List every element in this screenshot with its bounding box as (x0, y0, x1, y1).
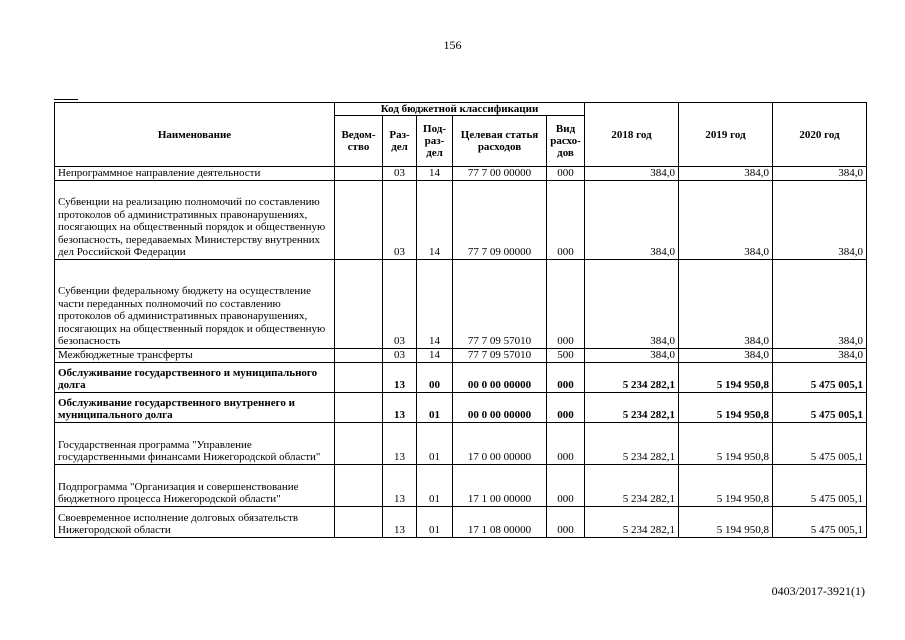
page-number: 156 (443, 38, 462, 52)
table-row (55, 422, 867, 464)
row-target: 00 0 00 00000 (453, 362, 547, 392)
row-razdel: 13 (383, 506, 417, 537)
row-2020: 5 475 005,1 (773, 506, 867, 537)
header-code-group: Код бюджетной классификации (335, 103, 585, 116)
row-ved (335, 348, 383, 362)
table-row (55, 392, 867, 422)
row-2019: 5 194 950,8 (679, 422, 773, 464)
row-vid: 000 (547, 180, 585, 259)
row-podrazdel: 14 (417, 259, 453, 348)
row-name: Своевременное исполнение долговых обязательств Нижегородской области (55, 506, 335, 537)
header-2019: 2019 год (679, 103, 773, 167)
row-vid: 000 (547, 259, 585, 348)
row-razdel: 13 (383, 464, 417, 506)
row-vid: 000 (547, 506, 585, 537)
row-podrazdel: 00 (417, 362, 453, 392)
row-name: Обслуживание государственного и муниципального долга (55, 362, 335, 392)
row-razdel: 03 (383, 180, 417, 259)
table-row (55, 464, 867, 506)
row-target: 77 7 09 57010 (453, 259, 547, 348)
row-2018: 384,0 (585, 167, 679, 181)
row-ved (335, 180, 383, 259)
row-razdel: 03 (383, 259, 417, 348)
row-2020: 384,0 (773, 259, 867, 348)
table-row (55, 180, 867, 259)
row-2019: 384,0 (679, 259, 773, 348)
row-2018: 5 234 282,1 (585, 362, 679, 392)
row-2019: 5 194 950,8 (679, 464, 773, 506)
row-podrazdel: 01 (417, 422, 453, 464)
budget-table (54, 102, 867, 538)
row-target: 77 7 00 00000 (453, 167, 547, 181)
row-vid: 000 (547, 422, 585, 464)
row-2019: 5 194 950,8 (679, 392, 773, 422)
row-razdel: 13 (383, 422, 417, 464)
row-target: 17 0 00 00000 (453, 422, 547, 464)
row-podrazdel: 14 (417, 167, 453, 181)
row-razdel: 03 (383, 167, 417, 181)
row-target: 17 1 00 00000 (453, 464, 547, 506)
header-podrazdel: Под-раз-дел (417, 116, 453, 167)
row-razdel: 03 (383, 348, 417, 362)
row-2019: 384,0 (679, 167, 773, 181)
row-name: Обслуживание государственного внутреннего и муниципального долга (55, 392, 335, 422)
row-2020: 5 475 005,1 (773, 392, 867, 422)
row-2018: 5 234 282,1 (585, 392, 679, 422)
header-row-top (55, 103, 867, 116)
header-2018: 2018 год (585, 103, 679, 167)
row-2018: 5 234 282,1 (585, 506, 679, 537)
row-2018: 5 234 282,1 (585, 422, 679, 464)
row-name: Субвенции федеральному бюджету на осуществление части переданных полномочий по составлению протоколов об административных правонарушениях, посягающих на общественный порядок и общественную безопасность (55, 259, 335, 348)
table-row (55, 506, 867, 537)
row-2020: 384,0 (773, 180, 867, 259)
row-name: Государственная программа "Управление государственными финансами Нижегородской области" (55, 422, 335, 464)
row-target: 77 7 09 00000 (453, 180, 547, 259)
row-target: 00 0 00 00000 (453, 392, 547, 422)
table-row (55, 167, 867, 181)
row-ved (335, 362, 383, 392)
row-2018: 384,0 (585, 180, 679, 259)
row-2020: 384,0 (773, 167, 867, 181)
row-2018: 384,0 (585, 348, 679, 362)
header-2020: 2020 год (773, 103, 867, 167)
header-vedom: Ведом-ство (335, 116, 383, 167)
row-2019: 384,0 (679, 348, 773, 362)
row-razdel: 13 (383, 362, 417, 392)
row-2019: 5 194 950,8 (679, 362, 773, 392)
header-name: Наименование (55, 103, 335, 167)
row-vid: 000 (547, 392, 585, 422)
table-row (55, 259, 867, 348)
header-target: Целевая статья расходов (453, 116, 547, 167)
row-2018: 384,0 (585, 259, 679, 348)
row-target: 77 7 09 57010 (453, 348, 547, 362)
row-ved (335, 422, 383, 464)
document-code: 0403/2017-3921(1) (771, 584, 865, 598)
row-ved (335, 392, 383, 422)
row-name: Непрограммное направление деятельности (55, 167, 335, 181)
row-name: Межбюджетные трансферты (55, 348, 335, 362)
row-2020: 5 475 005,1 (773, 362, 867, 392)
row-podrazdel: 14 (417, 180, 453, 259)
row-podrazdel: 01 (417, 464, 453, 506)
row-vid: 500 (547, 348, 585, 362)
row-razdel: 13 (383, 392, 417, 422)
corner-mark (54, 99, 78, 100)
row-name: Подпрограмма "Организация и совершенствование бюджетного процесса Нижегородской области" (55, 464, 335, 506)
header-razdel: Раз-дел (383, 116, 417, 167)
row-vid: 000 (547, 362, 585, 392)
row-podrazdel: 01 (417, 392, 453, 422)
row-target: 17 1 08 00000 (453, 506, 547, 537)
row-ved (335, 464, 383, 506)
row-podrazdel: 14 (417, 348, 453, 362)
row-2020: 5 475 005,1 (773, 464, 867, 506)
row-vid: 000 (547, 464, 585, 506)
row-2020: 5 475 005,1 (773, 422, 867, 464)
row-2020: 384,0 (773, 348, 867, 362)
table-row (55, 348, 867, 362)
header-vid: Вид расхо-дов (547, 116, 585, 167)
row-ved (335, 506, 383, 537)
row-2019: 5 194 950,8 (679, 506, 773, 537)
row-podrazdel: 01 (417, 506, 453, 537)
table-row (55, 362, 867, 392)
row-2018: 5 234 282,1 (585, 464, 679, 506)
row-ved (335, 167, 383, 181)
row-name: Субвенции на реализацию полномочий по составлению протоколов об административных правонарушениях, посягающих на общественный порядок и общественную безопасность, передаваемых Министерству внутренних дел Российской Федерации (55, 180, 335, 259)
row-ved (335, 259, 383, 348)
row-2019: 384,0 (679, 180, 773, 259)
row-vid: 000 (547, 167, 585, 181)
